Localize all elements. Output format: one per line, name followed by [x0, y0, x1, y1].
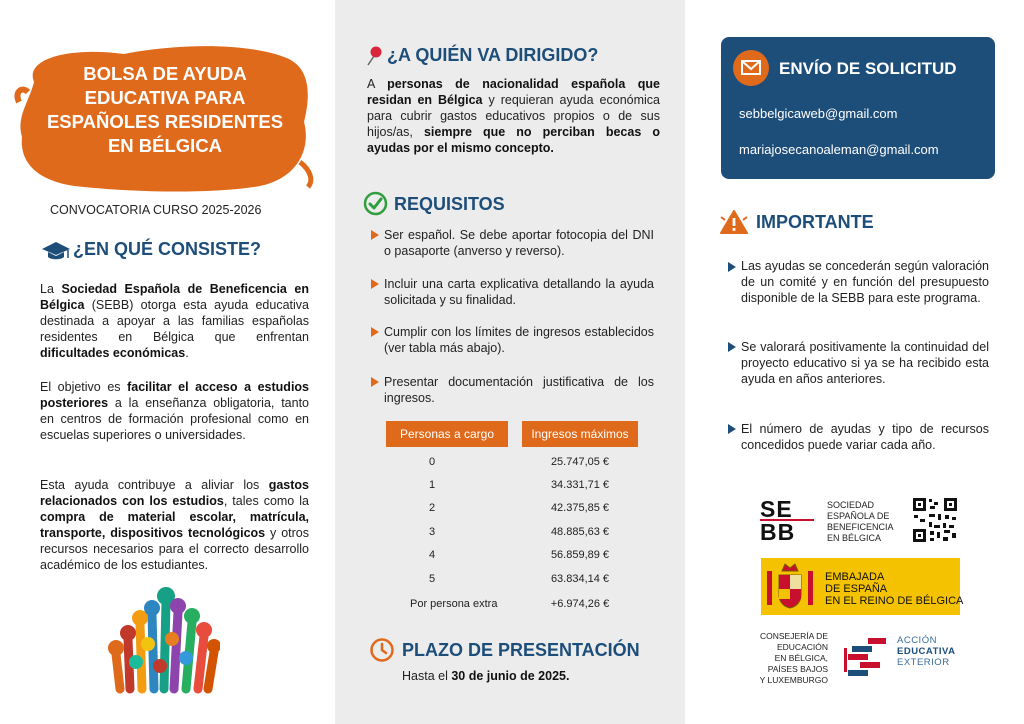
bullet-arrow-icon — [371, 377, 379, 387]
title-line-3: ESPAÑOLES RESIDENTES — [46, 111, 284, 132]
envio-heading: ENVÍO DE SOLICITUD — [779, 59, 957, 78]
plazo-heading: PLAZO DE PRESENTACIÓN — [402, 640, 640, 660]
convocatoria-label: CONVOCATORIA CURSO 2025-2026 — [50, 203, 262, 217]
sebb-logo-letters-top: SE — [760, 496, 793, 522]
accion-line-1: ACCIÓN — [897, 635, 937, 646]
envelope-icon — [733, 50, 769, 86]
sebb-line-1: SOCIEDAD — [827, 500, 875, 510]
p1-text-c: (SEBB) otorga esta ayuda educativa destinada a apoyar a las familias españolas residentes en Bélgica que enfrentan — [40, 298, 309, 344]
importante-item-3: El número de ayudas y tipo de recursos concedidos puede variar cada año. — [741, 422, 989, 452]
table-cell-ingresos: 63.834,14 € — [550, 573, 610, 585]
consejeria-line-5: Y LUXEMBURGO — [759, 675, 828, 685]
p1-text-e: . — [185, 346, 189, 360]
p3-bold-d: compra de material escolar, matrícula, transporte, dispositivos tecnológicos — [40, 510, 309, 540]
plazo-date: 30 de junio de 2025. — [451, 669, 570, 683]
accion-educativa-text — [897, 635, 956, 668]
p1-text-a: La — [40, 282, 62, 296]
dirigido-text-a: A — [367, 77, 388, 91]
table-header-ingresos: Ingresos máximos — [522, 421, 638, 447]
coat-of-arms-icon — [765, 561, 815, 613]
table-cell-personas: 5 — [428, 573, 436, 585]
accion-line-3: EXTERIOR — [897, 657, 950, 668]
sebb-line-2: ESPAÑOLA DE — [827, 511, 890, 521]
bullet-arrow-icon — [371, 327, 379, 337]
p1-bold-b: Sociedad Española de Beneficencia en Bélgica — [40, 282, 309, 312]
dirigido-text-c: y requieran ayuda económica para cubrir gastos educativos propios o de sus hijos/as, — [367, 93, 660, 139]
importante-item-1: Las ayudas se concederán según valoración de un comité y en función del presupuesto disponible de la SEBB para este programa. — [741, 259, 989, 305]
bullet-arrow-icon — [728, 424, 736, 434]
raised-hands-image — [108, 584, 220, 694]
bullet-arrow-icon — [728, 262, 736, 272]
consejeria-text — [748, 631, 828, 686]
title-line-2: EDUCATIVA PARA — [84, 87, 246, 108]
table-cell-ingresos: 42.375,85 € — [550, 502, 610, 514]
title-line-4: EN BÉLGICA — [107, 135, 223, 156]
p2-text-c: a la enseñanza obligatoria, tanto en centros de formación profesional como en escuelas superiores o universidades. — [40, 396, 309, 442]
consiste-heading: ¿EN QUÉ CONSISTE? — [73, 239, 262, 259]
table-header-personas: Personas a cargo — [386, 421, 508, 447]
consiste-paragraph-3 — [40, 477, 309, 573]
consiste-paragraph-2 — [40, 379, 309, 443]
table-cell-personas: 2 — [428, 502, 436, 514]
p2-text-a: El objetivo es — [40, 380, 128, 394]
table-cell-personas: 4 — [428, 549, 436, 561]
plazo-text — [402, 669, 569, 683]
consejeria-line-2: EDUCACIÓN — [776, 642, 828, 652]
bullet-arrow-icon — [728, 342, 736, 352]
p1-bold-d: dificultades económicas — [40, 346, 186, 360]
dirigido-paragraph — [367, 76, 660, 156]
dirigido-heading: ¿A QUIÉN VA DIRIGIDO? — [387, 45, 599, 65]
p3-text-a: Esta ayuda contribuye a aliviar los — [40, 478, 269, 492]
table-cell-ingresos: 56.859,89 € — [550, 549, 610, 561]
email-link-sebb[interactable]: sebbelgicaweb@gmail.com — [739, 106, 898, 121]
bullet-arrow-icon — [371, 279, 379, 289]
email-link-mariajose[interactable]: mariajosecanoaleman@gmail.com — [739, 142, 939, 157]
importante-heading: IMPORTANTE — [756, 212, 874, 232]
brochure-title — [30, 62, 300, 158]
requisito-item-3: Cumplir con los límites de ingresos establecidos (ver tabla más abajo). — [384, 325, 654, 355]
dirigido-bold-d: siempre que no perciban becas o ayudas por el mismo concepto. — [367, 125, 660, 155]
pin-icon — [366, 46, 384, 66]
graduation-cap-icon — [41, 240, 71, 262]
qr-code-icon[interactable] — [912, 497, 958, 543]
sebb-logo-text — [827, 500, 894, 544]
table-cell-ingresos: 48.885,63 € — [550, 526, 610, 538]
p3-bold-b: gastos relacionados con los estudios — [40, 478, 309, 508]
consejeria-line-1: CONSEJERÍA DE — [759, 631, 828, 641]
p3-text-c: , tales como la — [223, 494, 309, 508]
p3-text-e: y otros recursos necesarios para el correcto desarrollo académico de los estudiantes. — [40, 526, 309, 572]
requisitos-heading: REQUISITOS — [394, 194, 505, 214]
table-cell-personas: 3 — [428, 526, 436, 538]
embajada-line-3: EN EL REINO DE BÉLGICA — [825, 595, 964, 607]
embajada-line-2: DE ESPAÑA — [825, 583, 888, 595]
table-cell-ingresos: 25.747,05 € — [550, 456, 610, 468]
sebb-logo-letters-bottom: BB — [760, 519, 796, 543]
plazo-text-a: Hasta el — [402, 669, 452, 683]
consiste-paragraph-1 — [40, 281, 309, 361]
consejeria-line-3: EN BÉLGICA, — [774, 653, 828, 663]
warning-icon — [720, 209, 748, 235]
table-cell-ingresos: +6.974,26 € — [550, 598, 610, 610]
accion-educativa-logo — [842, 636, 890, 678]
embajada-logo-text — [825, 571, 963, 607]
importante-item-2: Se valorará positivamente la continuidad del proyecto educativo si ya se ha recibido esta ayuda en años anteriores. — [741, 340, 989, 386]
p2-bold-b: facilitar el acceso a estudios posteriores — [40, 380, 310, 410]
requisito-item-1: Ser español. Se debe aportar fotocopia del DNI o pasaporte (anverso y reverso). — [384, 228, 654, 258]
accion-line-2: EDUCATIVA — [897, 646, 956, 657]
table-cell-personas: 0 — [428, 456, 436, 468]
requisito-item-4: Presentar documentación justificativa de los ingresos. — [384, 375, 654, 405]
bullet-arrow-icon — [371, 230, 379, 240]
clock-icon — [369, 637, 395, 663]
sebb-line-4: EN BÉLGICA — [827, 533, 882, 543]
sebb-logo — [760, 495, 814, 543]
table-cell-personas: 1 — [428, 479, 436, 491]
table-cell-ingresos: 34.331,71 € — [550, 479, 610, 491]
left-panel — [0, 0, 335, 724]
title-line-1: BOLSA DE AYUDA — [83, 63, 247, 84]
consejeria-line-4: PAÍSES BAJOS — [767, 664, 828, 674]
embajada-line-1: EMBAJADA — [825, 571, 885, 583]
table-cell-personas: Por persona extra — [410, 598, 498, 610]
sebb-line-3: BENEFICENCIA — [827, 522, 894, 532]
check-circle-icon — [363, 191, 388, 216]
dirigido-bold-b: personas de nacionalidad española que residan en Bélgica — [367, 77, 660, 107]
requisito-item-2: Incluir una carta explicativa detallando la ayuda solicitada y su finalidad. — [384, 277, 654, 307]
